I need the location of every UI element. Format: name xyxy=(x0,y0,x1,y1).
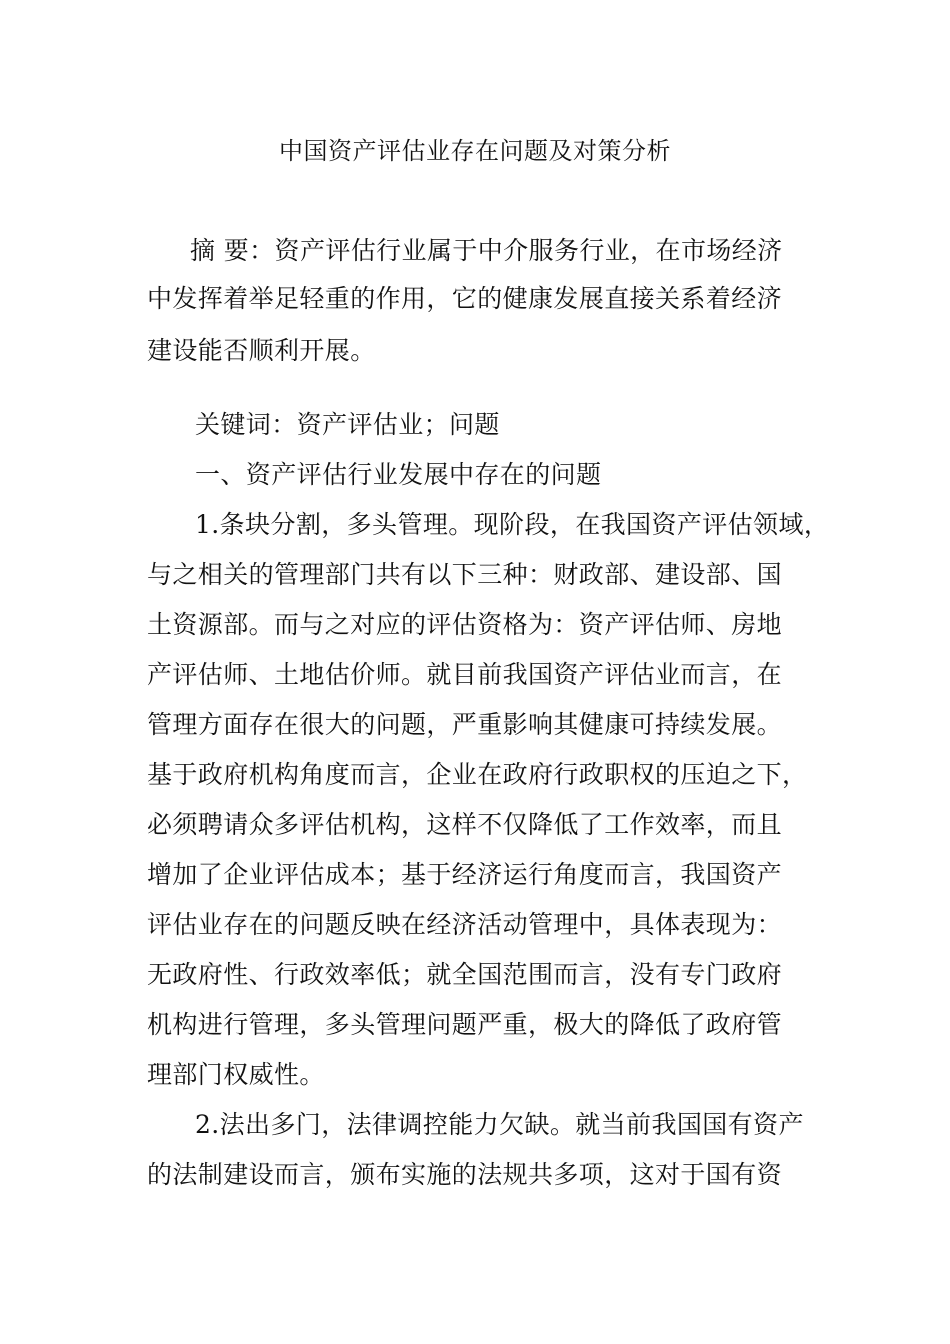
paragraph-line: 土资源部。而与之对应的评估资格为：资产评估师、房地 xyxy=(147,610,783,639)
abstract-line: 摘 要：资产评估行业属于中介服务行业，在市场经济 xyxy=(190,236,783,265)
paragraph-line: 2.法出多门，法律调控能力欠缺。就当前我国国有资产 xyxy=(195,1110,804,1139)
paragraph-line: 与之相关的管理部门共有以下三种：财政部、建设部、国 xyxy=(147,560,783,589)
paragraph-line: 理部门权威性。 xyxy=(147,1060,325,1089)
paragraph-line: 增加了企业评估成本；基于经济运行角度而言，我国资产 xyxy=(147,860,783,889)
paragraph-line: 无政府性、行政效率低；就全国范围而言，没有专门政府 xyxy=(147,960,783,989)
paragraph-line: 的法制建设而言，颁布实施的法规共多项，这对于国有资 xyxy=(147,1160,783,1189)
paragraph-line: 产评估师、土地估价师。就目前我国资产评估业而言，在 xyxy=(147,660,783,689)
document-title: 中国资产评估业存在问题及对策分析 xyxy=(279,137,671,165)
keywords-line: 关键词：资产评估业；问题 xyxy=(195,410,500,439)
paragraph-line: 必须聘请众多评估机构，这样不仅降低了工作效率，而且 xyxy=(147,810,783,839)
paragraph-line: 基于政府机构角度而言，企业在政府行政职权的压迫之下， xyxy=(147,760,808,789)
abstract-line: 中发挥着举足轻重的作用，它的健康发展直接关系着经济 xyxy=(147,284,783,313)
section-heading: 一、资产评估行业发展中存在的问题 xyxy=(195,460,602,489)
paragraph-line: 机构进行管理，多头管理问题严重，极大的降低了政府管 xyxy=(147,1010,783,1039)
paragraph-line: 管理方面存在很大的问题，严重影响其健康可持续发展。 xyxy=(147,710,783,739)
paragraph-line: 评估业存在的问题反映在经济活动管理中，具体表现为： xyxy=(147,910,783,939)
paragraph-line: 1.条块分割，多头管理。现阶段，在我国资产评估领域， xyxy=(195,510,830,539)
abstract-line: 建设能否顺利开展。 xyxy=(147,336,376,365)
